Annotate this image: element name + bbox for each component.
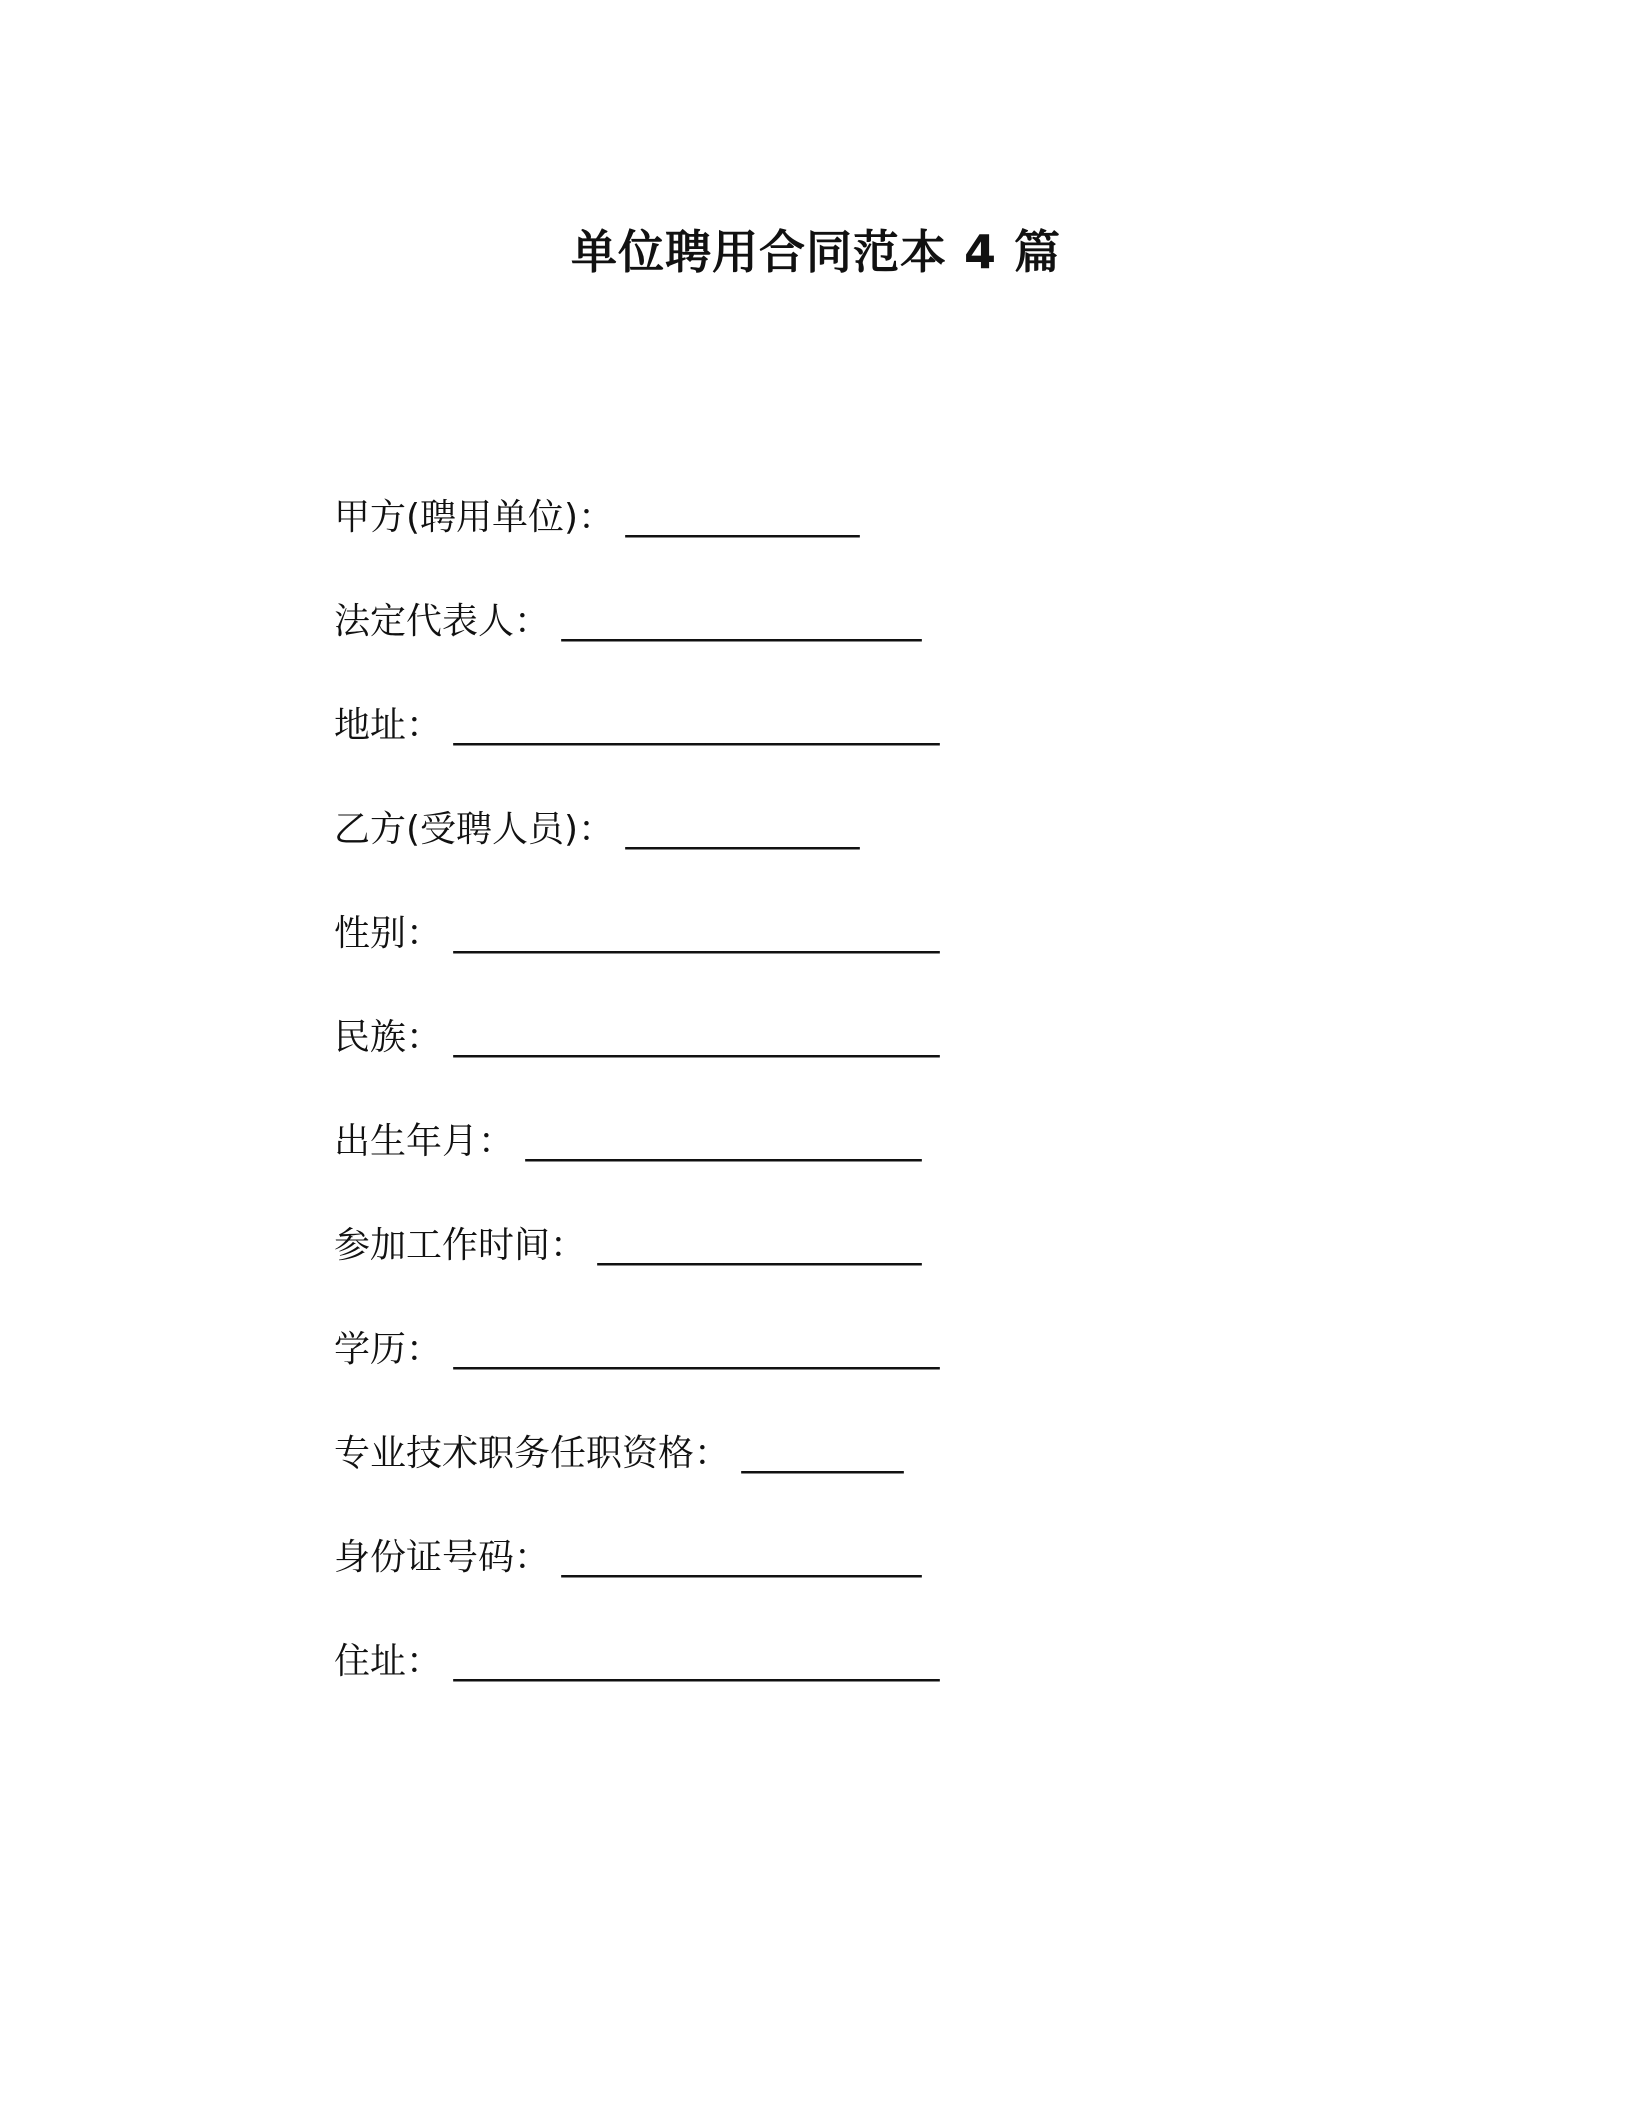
- fill-in-blank: ____________________: [561, 601, 922, 642]
- field-professional-qualification: [334, 1428, 1334, 1532]
- field-label: 乙方(受聘人员)：: [334, 809, 615, 850]
- field-birth-date: [334, 1116, 1334, 1220]
- field-label: 民族：: [334, 1017, 443, 1058]
- field-gender: [334, 908, 1334, 1012]
- field-party-a: [334, 492, 1334, 596]
- field-residence: [334, 1636, 1334, 1740]
- fill-in-blank: ______________________: [525, 1121, 922, 1162]
- field-ethnicity: [334, 1012, 1334, 1116]
- fill-in-blank: _________: [741, 1433, 904, 1474]
- fill-in-blank: _____________: [625, 497, 860, 538]
- field-label: 性别：: [334, 913, 443, 954]
- field-legal-representative: [334, 596, 1334, 700]
- fill-in-blank: ___________________________: [453, 705, 940, 746]
- fill-in-blank: ___________________________: [453, 1641, 940, 1682]
- fill-in-blank: ____________________: [561, 1537, 922, 1578]
- field-label: 甲方(聘用单位)：: [334, 497, 615, 538]
- field-address: [334, 700, 1334, 804]
- field-party-b: [334, 804, 1334, 908]
- document-title: 单位聘用合同范本 4 篇: [570, 225, 1062, 279]
- field-work-start-date: [334, 1220, 1334, 1324]
- fill-in-blank: __________________: [597, 1225, 922, 1266]
- field-label: 专业技术职务任职资格：: [334, 1433, 731, 1474]
- field-label: 身份证号码：: [334, 1537, 551, 1578]
- field-label: 出生年月：: [334, 1121, 515, 1162]
- fill-in-blank: ___________________________: [453, 1017, 940, 1058]
- field-label: 学历：: [334, 1329, 443, 1370]
- field-label: 地址：: [334, 705, 443, 746]
- form-fields: [334, 492, 1334, 1740]
- fill-in-blank: _____________: [625, 809, 860, 850]
- field-education: [334, 1324, 1334, 1428]
- field-id-number: [334, 1532, 1334, 1636]
- field-label: 参加工作时间：: [334, 1225, 587, 1266]
- field-label: 法定代表人：: [334, 601, 551, 642]
- field-label: 住址：: [334, 1641, 443, 1682]
- fill-in-blank: ___________________________: [453, 913, 940, 954]
- fill-in-blank: ___________________________: [453, 1329, 940, 1370]
